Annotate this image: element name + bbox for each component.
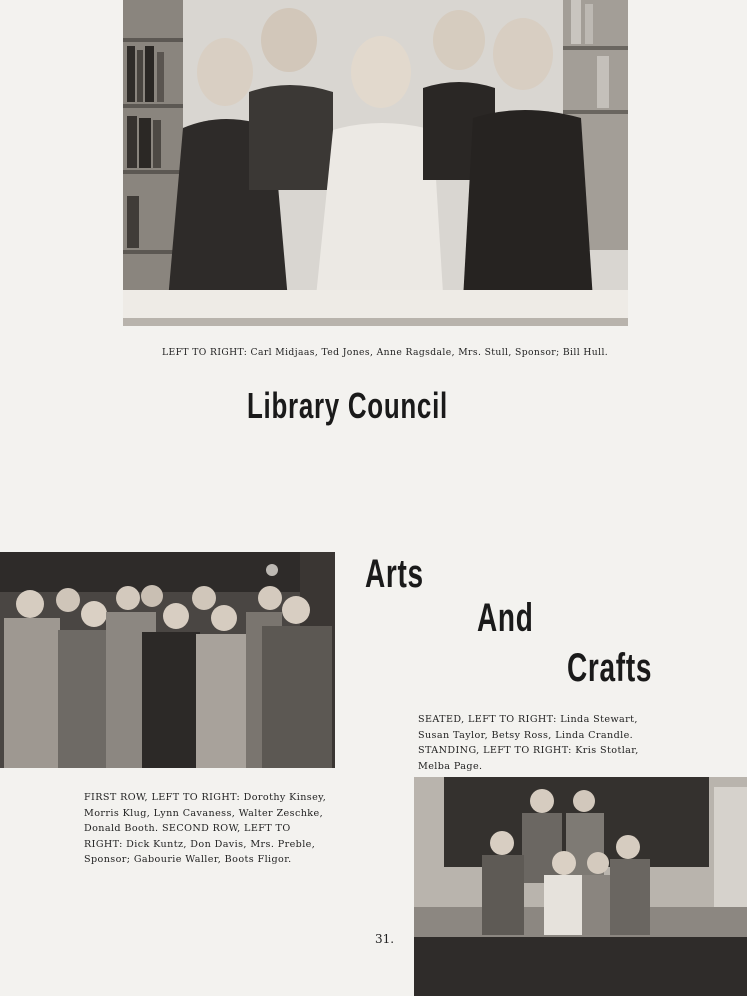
arts-crafts-seated-photo [414, 777, 747, 996]
library-council-caption: LEFT TO RIGHT: Carl Midjaas, Ted Jones, Anne Ragsdale, Mrs. Stull, Sponsor; Bill Hull. [162, 347, 609, 358]
library-council-title: Library Council [247, 385, 448, 426]
library-council-photo [123, 0, 628, 326]
page-number: 31. [375, 932, 395, 946]
arts-crafts-group-photo [0, 552, 335, 768]
arts-title-word: Arts [365, 552, 424, 596]
crafts-title-word: Crafts [567, 646, 653, 690]
arts-crafts-seated-caption: SEATED, LEFT TO RIGHT: Linda Stewart, Susan Taylor, Betsy Ross, Linda Crandle. STANDING, LEFT TO RIGHT: Kris Stotlar, Melba Page. [418, 714, 639, 772]
and-title-word: And [477, 596, 534, 640]
arts-crafts-rows-caption: FIRST ROW, LEFT TO RIGHT: Dorothy Kinsey, Morris Klug, Lynn Cavaness, Walter Zeschke, Donald Booth. SECOND ROW, LEFT TO RIGHT: Dick Kuntz, Don Davis, Mrs. Preble, Sponsor; Gabourie Waller, Boots Fligor. [84, 792, 327, 865]
